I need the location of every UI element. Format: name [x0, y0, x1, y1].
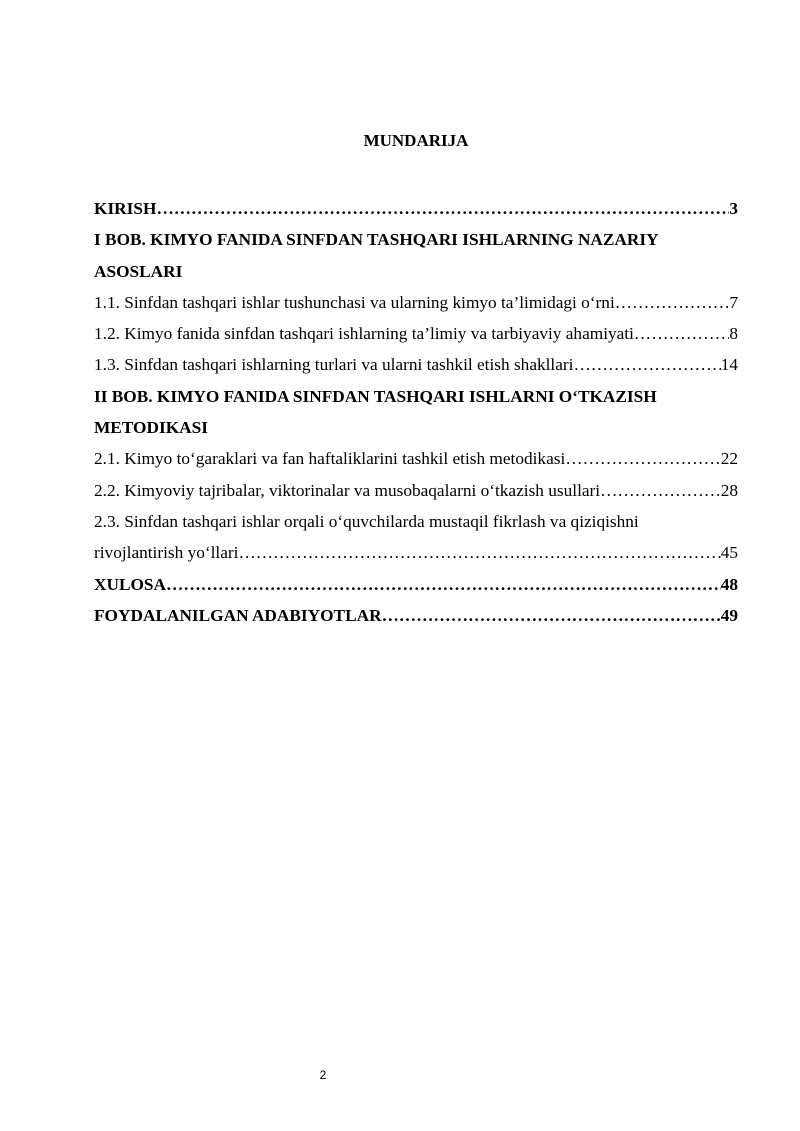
- toc-page-number: 7: [729, 292, 738, 312]
- toc-page-number: 22: [720, 449, 738, 469]
- toc-entry-label: FOYDALANILGAN ADABIYOTLAR: [94, 605, 382, 625]
- page-number: 2: [319, 1068, 327, 1082]
- dot-leader: [615, 287, 730, 318]
- toc-entry-2-3-first-line[interactable]: 2.3. Sinfdan tashqari ishlar orqali o‘quvchilarda mustaqil fikrlash va qiziqishni: [94, 511, 639, 531]
- dot-leader: [166, 569, 721, 600]
- toc-entry-label: 1.1. Sinfdan tashqari ishlar tushunchasi va ularning kimyo ta’limidagi o‘rni: [94, 292, 615, 312]
- toc-page-number: 49: [720, 605, 738, 625]
- toc-page-number: 45: [720, 543, 738, 563]
- toc-entry-label: 1.3. Sinfdan tashqari ishlarning turlari va ularni tashkil etish shakllari: [94, 355, 574, 375]
- toc-page-number: 14: [720, 355, 738, 375]
- toc-entry-label: 1.2. Kimyo fanida sinfdan tashqari ishlarning ta’limiy va tarbiyaviy ahamiyati: [94, 324, 634, 344]
- toc-entry-2-3[interactable]: [94, 537, 738, 568]
- toc-entry-label: 2.2. Kimyoviy tajribalar, viktorinalar va musobaqalarni o‘tkazish usullari: [94, 480, 601, 500]
- dot-leader: [382, 600, 721, 631]
- toc-entry-1-3[interactable]: [94, 349, 738, 380]
- dot-leader: [634, 318, 729, 349]
- toc-page-number: 28: [720, 480, 738, 500]
- toc-entry-label: rivojlantirish yo‘llari: [94, 543, 239, 563]
- toc-page-number: 3: [729, 199, 738, 218]
- toc-entry-1-2[interactable]: [94, 318, 738, 349]
- toc-entry-label: KIRISH: [94, 199, 157, 218]
- dot-leader: [573, 349, 720, 380]
- toc-entry-1-1[interactable]: [94, 287, 738, 318]
- dot-leader: [565, 443, 720, 474]
- toc-entry-conclusion[interactable]: [94, 569, 738, 600]
- toc-entry-2-1[interactable]: [94, 443, 738, 474]
- dot-leader: [156, 193, 729, 224]
- toc-entry-2-2[interactable]: [94, 475, 738, 506]
- toc-entry-intro[interactable]: [94, 193, 738, 224]
- table-of-contents: [94, 193, 738, 631]
- toc-entry-label: XULOSA: [94, 574, 167, 594]
- toc-entry-references[interactable]: [94, 600, 738, 631]
- toc-chapter-1-heading-cont[interactable]: ASOSLARI: [94, 261, 183, 281]
- toc-page-number: 8: [729, 324, 738, 344]
- toc-entry-label: 2.1. Kimyo to‘garaklari va fan haftaliklarini tashkil etish metodikasi: [94, 449, 566, 469]
- toc-page-number: 48: [720, 574, 738, 594]
- toc-chapter-2-heading-cont[interactable]: METODIKASI: [94, 418, 208, 438]
- toc-chapter-2-heading[interactable]: II BOB. KIMYO FANIDA SINFDAN TASHQARI ISHLARNI O‘TKAZISH: [94, 386, 657, 406]
- toc-chapter-1-heading[interactable]: I BOB. KIMYO FANIDA SINFDAN TASHQARI ISHLARNING NAZARIY: [94, 230, 659, 250]
- page-title: MUNDARIJA: [363, 131, 469, 150]
- dot-leader: [238, 537, 720, 568]
- dot-leader: [600, 475, 721, 506]
